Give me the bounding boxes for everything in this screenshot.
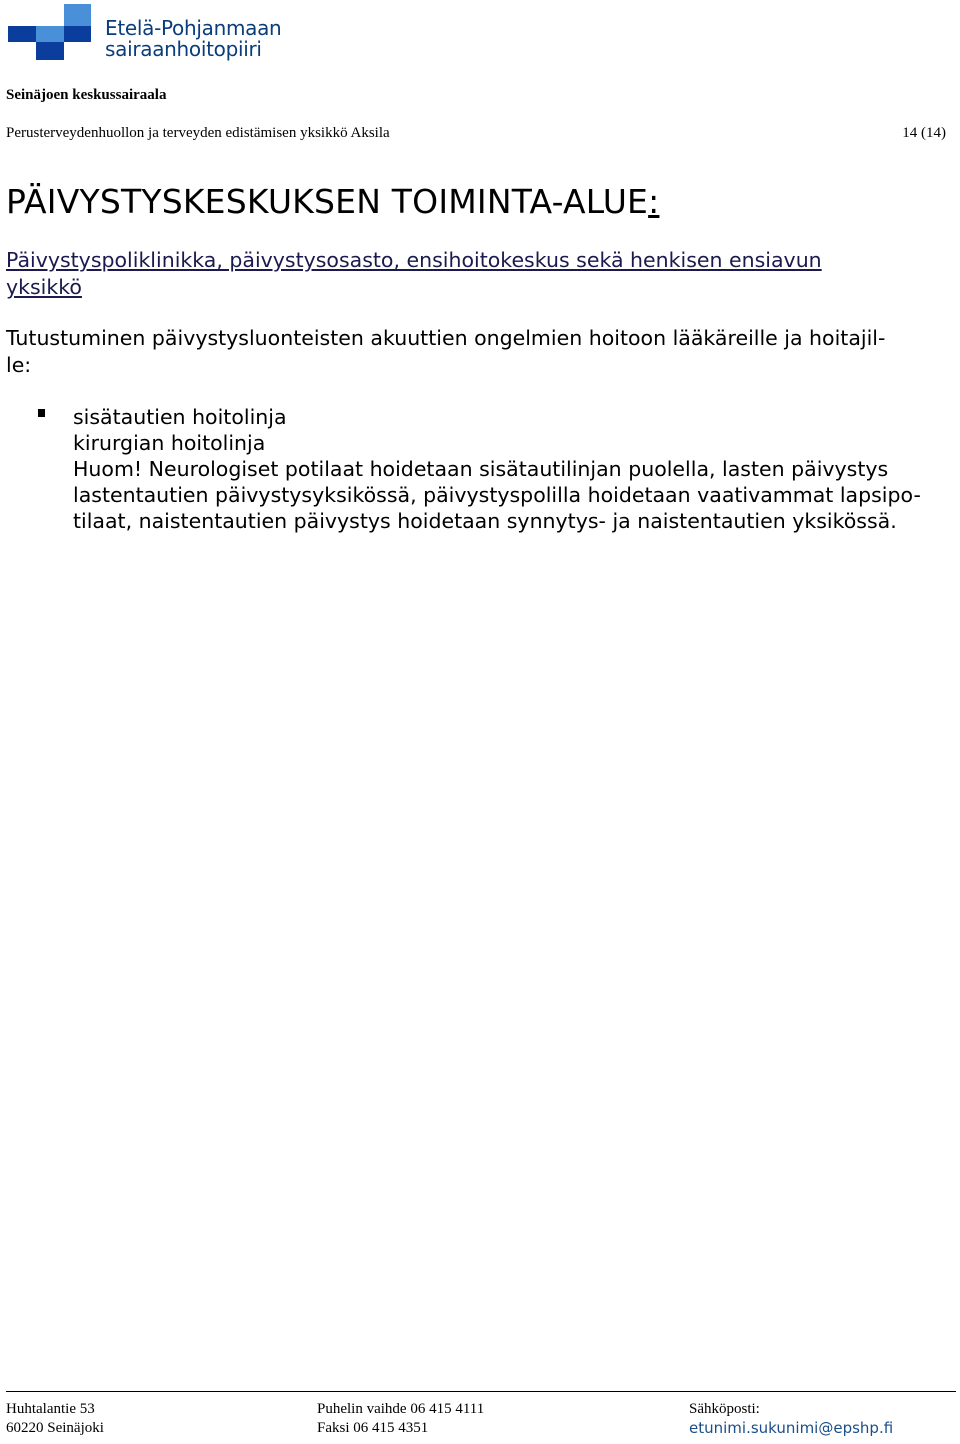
unit-name: Perusterveydenhuollon ja terveyden edistämisen yksikkö Aksila	[6, 125, 390, 141]
logo-line-1: Etelä-Pohjanmaan	[105, 16, 282, 40]
intro-line-1: Tutustuminen päivystysluonteisten akuuttien ongelmien hoitoon lääkäreille ja hoitajil-	[6, 326, 886, 350]
subtitle-line-2: yksikkö	[6, 275, 82, 299]
logo-cross-top	[64, 4, 91, 26]
footer-email-block	[689, 1400, 893, 1438]
footer-street: Huhtalantie 53	[6, 1401, 95, 1417]
logo-line-2: sairaanhoitopiiri	[105, 37, 262, 61]
footer-divider	[6, 1391, 956, 1392]
list-item: kirurgian hoitolinja	[73, 431, 266, 455]
footer-fax: Faksi 06 415 4351	[317, 1420, 429, 1436]
intro-line-2: le:	[6, 353, 32, 377]
logo-cross-center	[36, 26, 64, 42]
footer-phone-block	[317, 1400, 484, 1438]
logo-cross-bottom	[36, 42, 64, 60]
page-title-colon: :	[648, 182, 660, 221]
list-item: sisätautien hoitolinja	[73, 405, 287, 429]
footer-email[interactable]: etunimi.sukunimi@epshp.fi	[689, 1419, 894, 1437]
footer-address	[6, 1400, 104, 1438]
footer-phone: Puhelin vaihde 06 415 4111	[317, 1401, 485, 1417]
note-line-1: Huom! Neurologiset potilaat hoidetaan sisätautilinjan puolella, lasten päivystys	[73, 457, 889, 481]
logo-cross-right	[64, 26, 91, 42]
logo-wordmark	[105, 18, 281, 60]
intro-paragraph	[6, 325, 946, 379]
subtitle-line-1: Päivystyspoliklinikka, päivystysosasto, ensihoitokeskus sekä henkisen ensiavun	[6, 248, 822, 272]
page-title-text: PÄIVYSTYSKESKUKSEN TOIMINTA-ALUE	[6, 182, 649, 221]
hospital-name: Seinäjoen keskussairaala	[6, 87, 167, 103]
page-number: 14 (14)	[902, 125, 946, 141]
note-line-2: lastentautien päivystysyksikössä, päivystyspolilla hoidetaan vaativammat lapsipo-	[73, 483, 921, 507]
bullet-square-icon	[38, 409, 45, 417]
hospital-district-logo	[6, 2, 96, 62]
logo-cross-left	[8, 26, 36, 42]
footer-email-label: Sähköposti:	[689, 1401, 760, 1417]
footer-postal: 60220 Seinäjoki	[6, 1420, 104, 1436]
note-line-3: tilaat, naistentautien päivystys hoidetaan synnytys- ja naistentautien yksikössä.	[73, 509, 897, 533]
page-title	[6, 182, 659, 221]
care-line-list	[73, 404, 953, 534]
section-subtitle	[6, 247, 946, 301]
